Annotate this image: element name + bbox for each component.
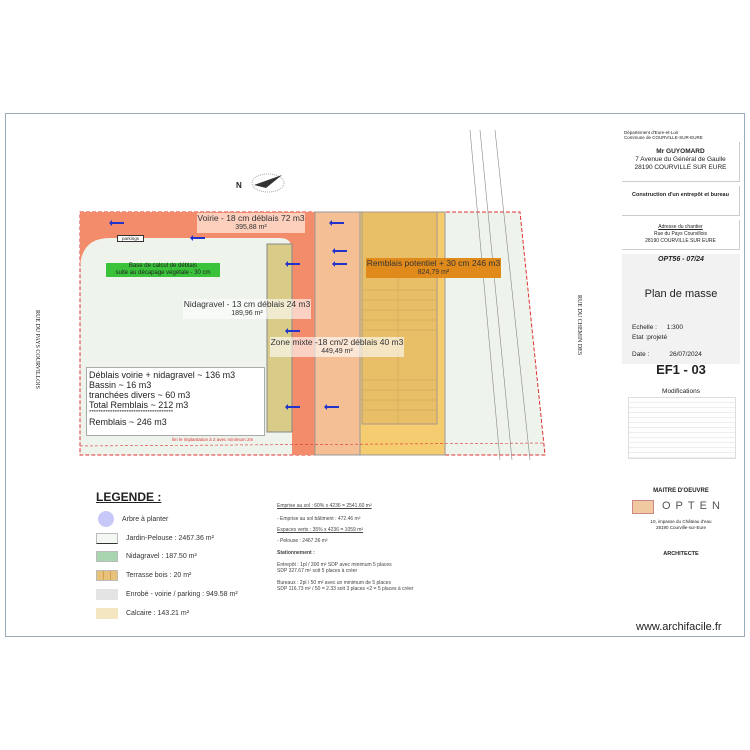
commune: Commune de COURVILLE-SUR-EURE bbox=[624, 135, 703, 140]
project-title: Construction d'un entrepôt et bureau bbox=[622, 186, 740, 216]
scale-state bbox=[632, 323, 683, 343]
legend-item bbox=[96, 533, 214, 544]
note-line: Bureaux : 2pl / 50 m² avec un minimum de 5 places bbox=[277, 580, 391, 586]
arrow-icon bbox=[112, 222, 124, 224]
modifications-table bbox=[628, 397, 736, 459]
north-label: N bbox=[236, 181, 242, 190]
asphalt-swatch-icon bbox=[96, 589, 118, 600]
limestone-swatch-icon bbox=[96, 608, 118, 619]
date-label: Date : bbox=[632, 351, 650, 358]
scale-label: Echelle : bbox=[632, 324, 657, 331]
legend-item bbox=[96, 589, 238, 600]
note-line: Entrepôt : 1pl / 300 m² SDP avec minimum 5 places bbox=[277, 562, 392, 568]
summary-box bbox=[86, 367, 265, 436]
green-label bbox=[106, 263, 220, 277]
date-row bbox=[632, 351, 702, 358]
zone-mixte-title: Zone mixte -18 cm/2 déblais 40 m3 bbox=[270, 337, 404, 347]
legend-label: Nidagravel : 187.50 m² bbox=[126, 553, 197, 560]
tree-swatch-icon bbox=[98, 511, 114, 527]
arrow-icon bbox=[332, 222, 344, 224]
client-address: 7 Avenue du Général de Gaulle bbox=[635, 156, 726, 163]
arrow-icon bbox=[288, 263, 300, 265]
nidagravel-area: 189,96 m² bbox=[231, 310, 263, 317]
arrow-icon bbox=[327, 406, 339, 408]
nidagravel-label bbox=[183, 299, 311, 319]
voirie-title: Voirie - 18 cm déblais 72 m3 bbox=[197, 213, 305, 223]
state: projeté bbox=[647, 334, 668, 341]
voirie-area: 395,88 m² bbox=[235, 224, 267, 231]
note-line: SDP 327.67 m² soit 5 places à créer bbox=[277, 568, 358, 574]
arrow-icon bbox=[335, 250, 347, 252]
company-address bbox=[622, 519, 740, 531]
remblais-title: Remblais potentiel + 30 cm 246 m3 bbox=[366, 258, 501, 268]
legend-item bbox=[96, 608, 189, 619]
site-box bbox=[622, 220, 740, 250]
sheet-box bbox=[622, 254, 740, 364]
site-street: Rue du Pays Courvillois bbox=[653, 231, 708, 237]
voirie-label bbox=[197, 213, 305, 233]
legend-title: LEGENDE : bbox=[96, 490, 162, 504]
legend-label: Terrasse bois : 20 m² bbox=[126, 572, 192, 579]
site-label: Adresse du chantier bbox=[658, 224, 703, 230]
opten-logo-icon bbox=[632, 500, 654, 514]
state-label: Etat : bbox=[632, 334, 648, 341]
note-line: Emprise au sol : 60% x 4236 = 2541.60 m² bbox=[277, 503, 372, 509]
road-left-label: RUE DU PAYS COURVILLOIS bbox=[34, 310, 40, 389]
arrow-icon bbox=[193, 237, 205, 239]
note-line: Espaces verts : 35% x 4236 = 1059 m² bbox=[277, 527, 364, 533]
road-right-label: RUE DU CHEMIN DES bbox=[576, 295, 582, 356]
legend-label: Calcaire : 143.21 m² bbox=[126, 610, 190, 617]
legend-item bbox=[96, 570, 191, 581]
client-city: 28190 COURVILLE SUR EURE bbox=[634, 164, 727, 171]
summary-line: Total Remblais ~ 212 m3 bbox=[89, 400, 189, 410]
summary-separator: ************************************ bbox=[89, 410, 174, 416]
company-city: 28190 Courville-sur-Eure bbox=[655, 525, 707, 530]
dept-header bbox=[624, 130, 703, 140]
nidagravel-title: Nidagravel - 13 cm déblais 24 m3 bbox=[183, 299, 311, 309]
remblais-area: 824,79 m² bbox=[417, 269, 450, 276]
architect-label: ARCHITECTE bbox=[663, 551, 699, 557]
summary-line: Bassin ~ 16 m3 bbox=[89, 380, 152, 390]
client-box bbox=[622, 142, 740, 182]
zone-mixte-label bbox=[270, 337, 404, 357]
limit-note: lim le implantation à 2 avec minimum 2m bbox=[172, 437, 254, 442]
summary-line: Déblais voirie + nidagravel ~ 136 m3 bbox=[89, 370, 236, 380]
zone-mixte-area: 449,49 m² bbox=[321, 348, 353, 355]
legend-label: Jardin-Pelouse : 2467.36 m² bbox=[126, 535, 214, 542]
summary-line: Remblais ~ 246 m3 bbox=[89, 417, 167, 427]
green-label-line: Base de calcul de déblais bbox=[128, 263, 198, 269]
modifications-title: Modifications bbox=[662, 388, 700, 395]
legend-label: Arbre à planter bbox=[122, 515, 169, 523]
legend-label: Enrobé - voirie / parking : 949.58 m² bbox=[126, 591, 238, 598]
company-street: 10, impasse du Château d'eau bbox=[650, 519, 712, 524]
sheet-number: EF1 - 03 bbox=[656, 362, 706, 377]
note-line: - Pelouse : 2467.36 m² bbox=[277, 538, 328, 544]
date: 26/07/2024 bbox=[669, 351, 702, 358]
legend-item bbox=[96, 551, 197, 562]
nidagravel-swatch-icon bbox=[96, 551, 118, 562]
legend-item bbox=[96, 511, 168, 527]
green-label-line: suite au décapage végétale - 30 cm bbox=[115, 270, 211, 276]
lawn-swatch-icon bbox=[96, 533, 118, 544]
company-name: OPTEN bbox=[662, 500, 725, 512]
summary-line: tranchées divers ~ 60 m3 bbox=[89, 390, 191, 400]
parking-tag: parkings bbox=[117, 235, 144, 242]
moe-label: MAITRE D'OEUVRE bbox=[653, 488, 709, 494]
watermark[interactable]: www.archifacile.fr bbox=[636, 621, 722, 633]
site-city: 28190 COURVILLE SUR EURE bbox=[645, 238, 716, 244]
dept: Département d'Eure-et-Loir bbox=[624, 130, 679, 135]
plan-title: Plan de masse bbox=[644, 288, 718, 300]
note-line: - Emprise au sol bâtiment : 472.46 m² bbox=[277, 516, 361, 522]
arrow-icon bbox=[335, 263, 347, 265]
arrow-icon bbox=[288, 406, 300, 408]
remblais-label bbox=[366, 258, 501, 278]
client-name: Mr GUYOMARD bbox=[656, 148, 705, 155]
ref: OPT56 - 07/24 bbox=[658, 256, 704, 263]
wood-deck-swatch-icon bbox=[96, 570, 118, 581]
scale: 1:300 bbox=[666, 324, 684, 331]
note-line: SDP 116.73 m² / 50 = 2.33 soit 3 places <2 = 5 places à créer bbox=[277, 586, 414, 592]
arrow-icon bbox=[288, 330, 300, 332]
note-line: Stationnement : bbox=[277, 550, 315, 556]
